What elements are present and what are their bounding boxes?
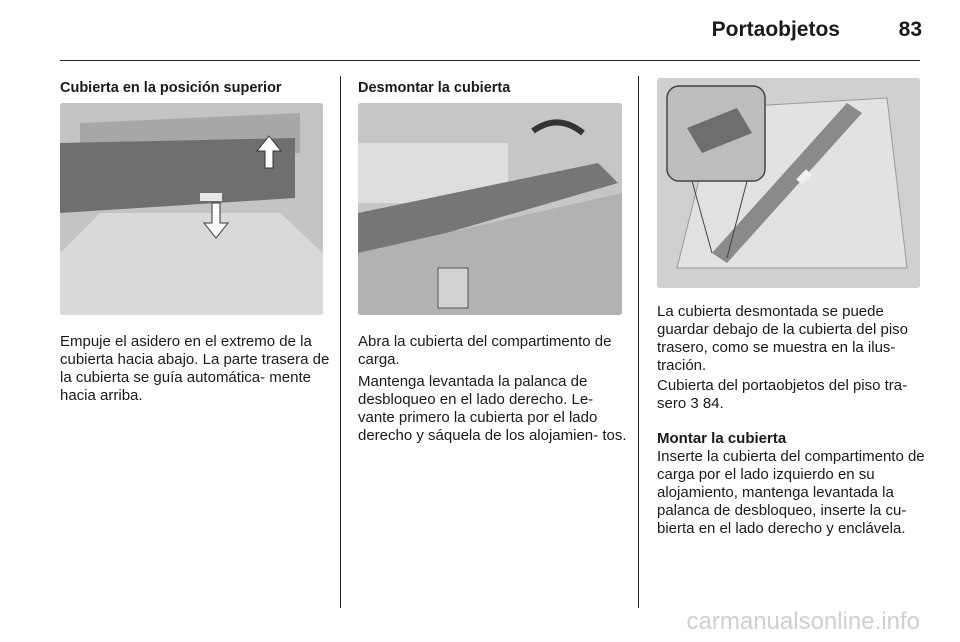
install-cover-block xyxy=(657,430,927,538)
watermark: carmanualsonline.info xyxy=(686,608,920,635)
paragraph-install-cover: Inserte la cubierta del compartimento de carga por el lado izquierdo en su alojamiento, mantenga levantada la palanca de desbloqueo, inserte la cu- bierta en el lado derecho y enclávela. xyxy=(657,448,925,537)
paragraph-stored-cover: La cubierta desmontada se puede guardar debajo de la cubierta del piso trasero, como se muestra en la ilus- tración. xyxy=(657,303,909,374)
column-divider-1 xyxy=(340,76,341,608)
paragraph-open-cover: Abra la cubierta del compartimento de carga. xyxy=(358,333,612,368)
header-rule xyxy=(60,60,920,61)
paragraph-floor-cover-ref xyxy=(657,377,927,413)
figure-remove-cover xyxy=(358,103,622,315)
page-number: 83 xyxy=(898,18,922,41)
column-divider-2 xyxy=(638,76,639,608)
figure-stored-cover xyxy=(657,78,920,288)
paragraph-upper-position: Empuje el asidero en el extremo de la cubierta hacia abajo. La parte trasera de la cubierta se guía automática- mente hacia arriba. xyxy=(60,333,330,404)
section-heading-install-cover: Montar la cubierta xyxy=(657,430,787,447)
section-heading-remove-cover: Desmontar la cubierta xyxy=(358,80,511,96)
section-heading-upper-position: Cubierta en la posición superior xyxy=(60,80,282,96)
paragraph-lift-lever: Mantenga levantada la palanca de desbloqueo en el lado derecho. Le- vante primero la cubierta por el lado derecho y sáquela de los alojamien- tos. xyxy=(358,373,627,444)
page-header-title: Portaobjetos xyxy=(711,18,840,41)
figure-cover-upper xyxy=(60,103,323,315)
page-ref-link[interactable]: 3 84. xyxy=(690,395,724,412)
floor-cover-text: Cubierta del portaobjetos del piso tra- sero xyxy=(657,377,908,412)
